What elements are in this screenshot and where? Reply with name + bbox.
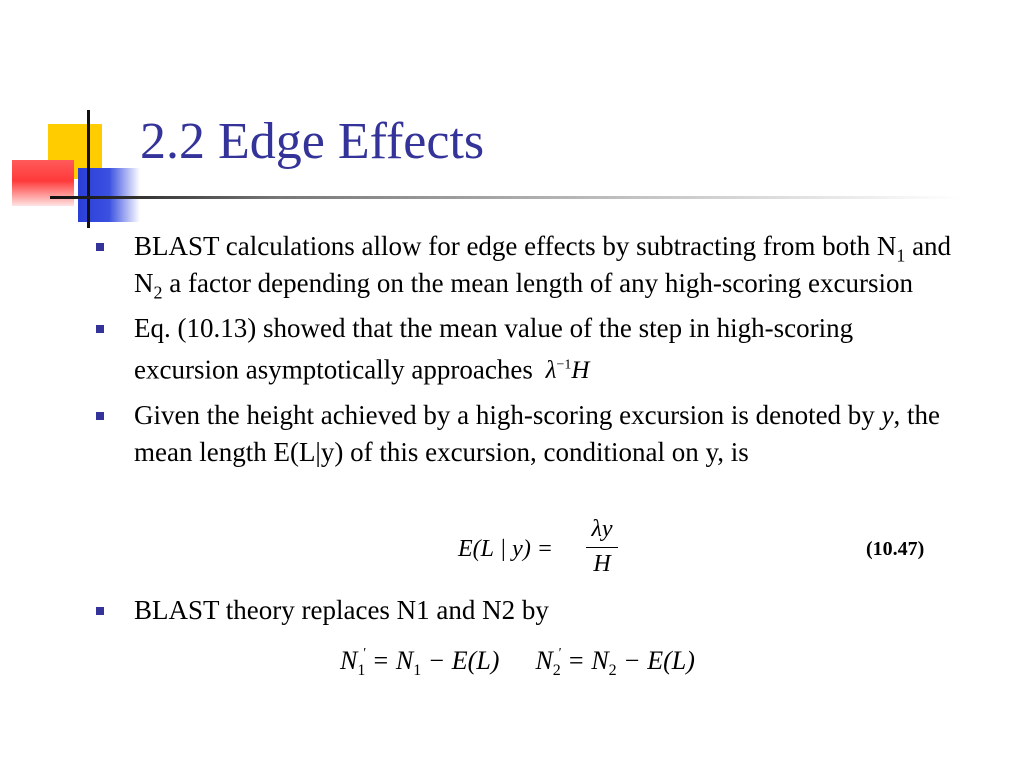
lambda-inverse-h-math bbox=[546, 357, 590, 384]
bullet-item-4 bbox=[96, 592, 956, 629]
lambda-symbol: λ bbox=[545, 357, 557, 385]
equals-n2: = N bbox=[560, 646, 609, 675]
bullet-1-sub-2: 2 bbox=[153, 282, 163, 303]
subscript-2b: 2 bbox=[608, 662, 617, 680]
bullet-1-text-a: BLAST calculations allow for edge effects by subtracting from both N bbox=[134, 231, 897, 261]
equation-number: (10.47) bbox=[866, 538, 925, 560]
bullet-1-sub-1: 1 bbox=[896, 245, 906, 266]
n-prime-1-symbol: N bbox=[340, 646, 358, 675]
minus-el-1: − E(L) bbox=[421, 646, 500, 675]
bullet-square-icon bbox=[96, 325, 104, 333]
bullet-3-text-b: , the mean length E(L|y) of this excursion, conditional on y, is bbox=[134, 400, 941, 468]
prime-mark-2: ' bbox=[557, 646, 561, 661]
equation-replacement bbox=[340, 646, 695, 680]
decorative-corner-graphic bbox=[0, 0, 160, 240]
fraction-bar bbox=[586, 547, 618, 548]
bullet-item-3 bbox=[96, 397, 956, 471]
vertical-rule-decoration bbox=[87, 110, 90, 228]
title-underline-rule bbox=[50, 196, 960, 199]
equation-lhs: E(L | y) = bbox=[458, 536, 554, 562]
bullet-square-icon bbox=[96, 412, 104, 420]
n-prime-2-symbol: N bbox=[535, 646, 553, 675]
bullet-square-icon bbox=[96, 243, 104, 251]
red-square-decoration bbox=[12, 160, 74, 206]
bullet-list bbox=[96, 228, 956, 479]
bullet-3-italic-y: y bbox=[881, 400, 894, 431]
bullet-4-text: BLAST theory replaces N1 and N2 by bbox=[134, 595, 549, 625]
inverse-exponent: −1 bbox=[556, 358, 572, 373]
equation-fraction bbox=[586, 516, 618, 578]
bullet-square-icon bbox=[96, 607, 104, 615]
h-symbol: H bbox=[571, 357, 590, 385]
subscript-1: 1 bbox=[357, 662, 366, 680]
fraction-denominator: H bbox=[593, 551, 611, 577]
minus-el-2: − E(L) bbox=[616, 646, 695, 675]
fraction-numerator: λy bbox=[591, 516, 613, 542]
bullet-list-2 bbox=[96, 592, 956, 637]
bullet-item-2 bbox=[96, 310, 956, 389]
bullet-3-text-a: Given the height achieved by a high-scoring excursion is denoted by bbox=[134, 400, 882, 431]
bullet-1-text-c: a factor depending on the mean length of any high-scoring excursion bbox=[162, 268, 914, 298]
bullet-item-1 bbox=[96, 228, 956, 302]
equals-n1: = N bbox=[365, 646, 414, 675]
subscript-2: 2 bbox=[552, 662, 561, 680]
bullet-2-text: Eq. (10.13) showed that the mean value of the step in high-scoring excursion asymptotically approaches bbox=[134, 313, 854, 385]
prime-mark-1: ' bbox=[362, 646, 366, 661]
bullet-1-text-b: and N bbox=[134, 231, 952, 298]
subscript-1b: 1 bbox=[413, 662, 422, 680]
slide-title: 2.2 Edge Effects bbox=[140, 113, 485, 170]
